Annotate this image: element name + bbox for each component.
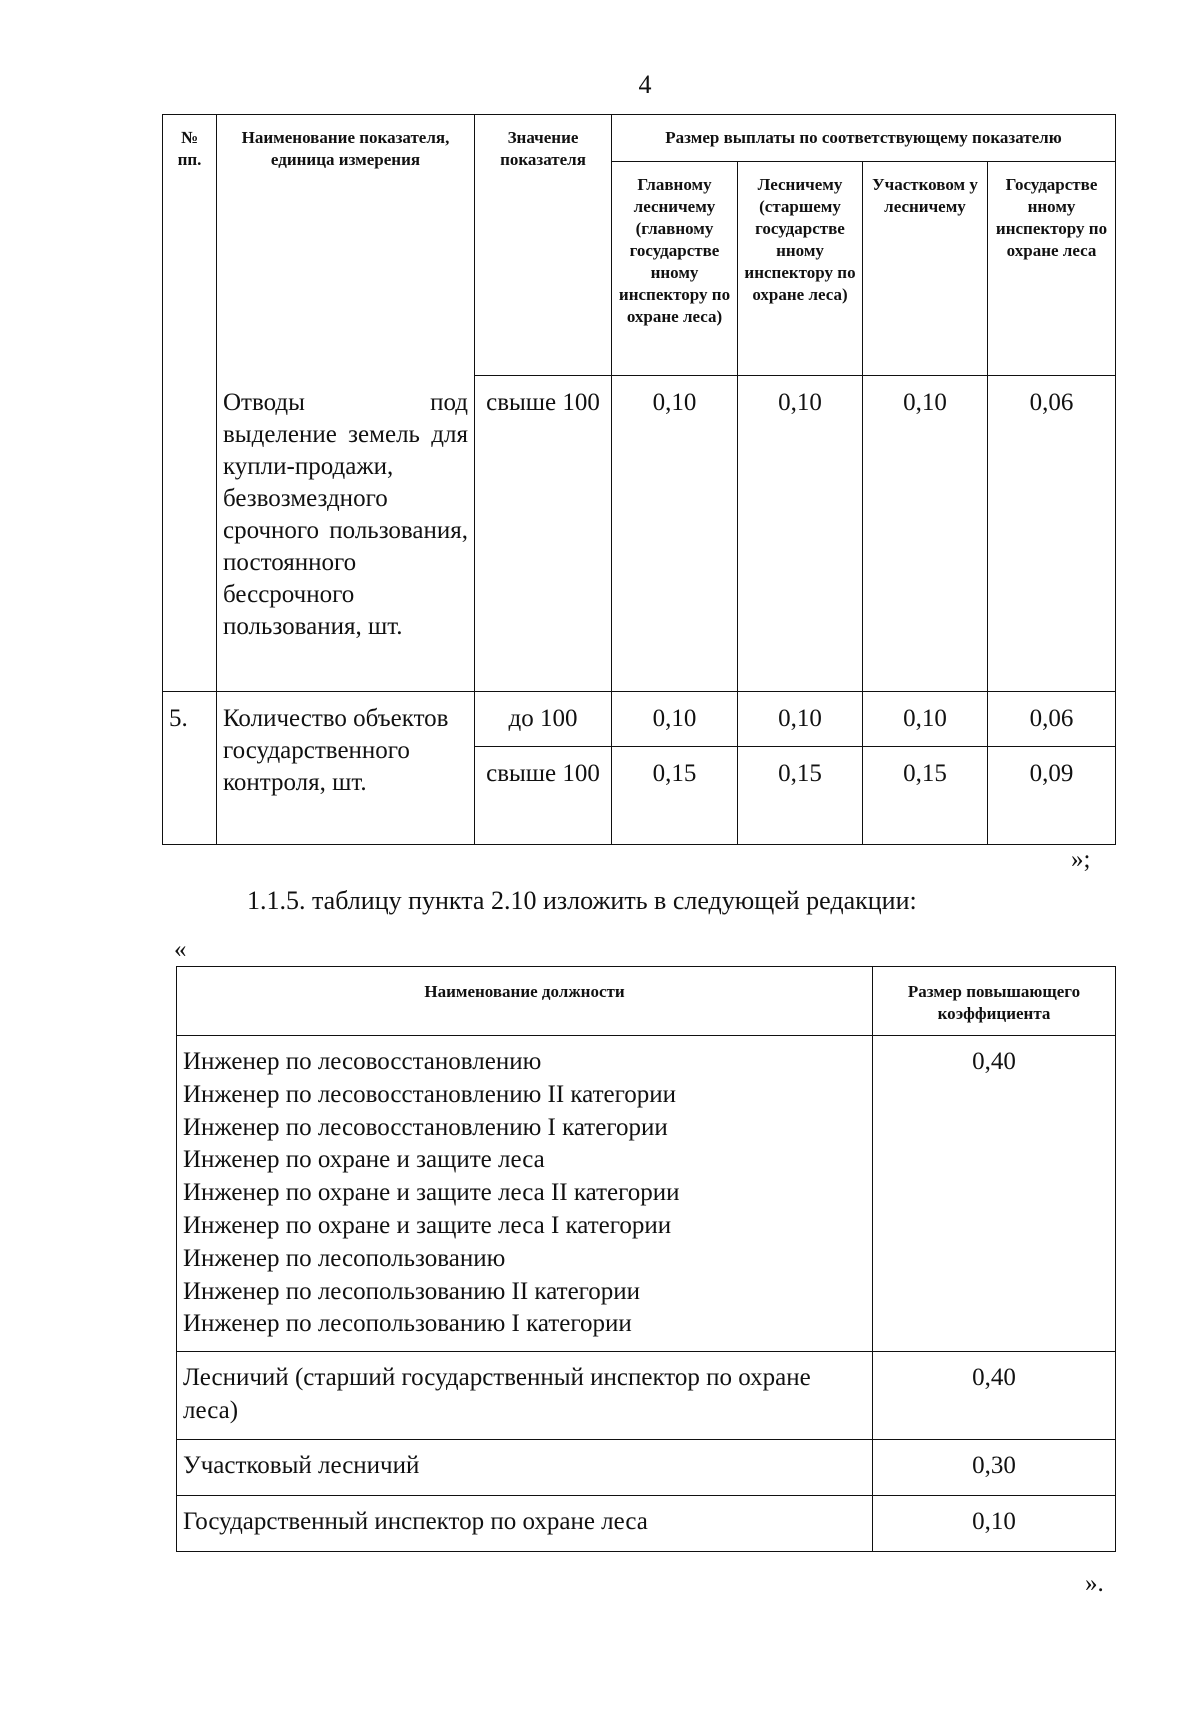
- position-item: Инженер по лесовосстановлению: [183, 1048, 542, 1075]
- header-num: № пп.: [163, 115, 217, 376]
- position-item: Инженер по лесопользованию I категории: [183, 1310, 632, 1338]
- header-indicator-value: Значение показателя: [475, 115, 612, 376]
- engineers-cell: [177, 1036, 873, 1352]
- payment-chief-over100: 0,15: [612, 747, 738, 845]
- position-item: Инженер по охране и защите леса II категории: [183, 1179, 680, 1207]
- closing-quote: »;: [1071, 846, 1091, 873]
- payment-inspector-over100: 0,09: [988, 747, 1116, 845]
- amendment-paragraph: 1.1.5. таблицу пункта 2.10 изложить в следующей редакции:: [247, 886, 917, 915]
- payment-table: [162, 114, 1116, 845]
- position-item: Инженер по лесопользованию: [183, 1244, 506, 1272]
- indicator-value-over100: свыше 100: [475, 747, 612, 845]
- position-item: Инженер по охране и защите леса I категории: [183, 1211, 672, 1239]
- position-state-inspector: Государственный инспектор по охране леса: [177, 1496, 873, 1552]
- payment-inspector-upto100: 0,06: [988, 692, 1116, 747]
- position-district-forester: Участковый лесничий: [177, 1440, 873, 1496]
- indicator-value-otvody: свыше 100: [475, 376, 612, 692]
- header-position: Наименование должности: [177, 967, 873, 1036]
- indicator-name-control: Количество объектов государственного контроля, шт.: [217, 692, 475, 845]
- row-number: 5.: [163, 692, 217, 845]
- position-item: Инженер по лесовосстановлению I категории: [183, 1113, 668, 1141]
- position-item: Инженер по лесопользованию II категории: [183, 1277, 641, 1305]
- opening-quote: «: [174, 936, 187, 963]
- payment-chief-otvody: 0,10: [612, 376, 738, 692]
- closing-quote-final: ».: [1085, 1570, 1104, 1597]
- header-forester: Лесничему (старшему государстве нному инспектору по охране леса): [738, 162, 863, 376]
- payment-forester-otvody: 0,10: [738, 376, 863, 692]
- payment-chief-upto100: 0,10: [612, 692, 738, 747]
- header-indicator-name: Наименование показателя, единица измерения: [217, 115, 475, 376]
- payment-district-upto100: 0,10: [863, 692, 988, 747]
- coefficient-state-inspector: 0,10: [873, 1496, 1116, 1552]
- cell-num-empty: [163, 376, 217, 692]
- header-coefficient: Размер повышающего коэффициента: [873, 967, 1116, 1036]
- header-chief-forester: Главному лесничему (главному государстве нному инспектору по охране леса): [612, 162, 738, 376]
- header-state-inspector: Государстве нному инспектору по охране леса: [988, 162, 1116, 376]
- indicator-value-upto100: до 100: [475, 692, 612, 747]
- payment-forester-upto100: 0,10: [738, 692, 863, 747]
- indicator-name-otvody: Отводы под выделение земель для купли-продажи, безвозмездного срочного пользования, постоянного бессрочного пользования, шт.: [217, 376, 475, 692]
- position-item: Инженер по лесовосстановлению II категории: [183, 1080, 677, 1108]
- payment-district-over100: 0,15: [863, 747, 988, 845]
- coefficient-forester: 0,40: [873, 1352, 1116, 1440]
- page-number: 4: [638, 70, 652, 99]
- coefficient-table: [176, 966, 1116, 1552]
- header-payment: Размер выплаты по соответствующему показателю: [612, 115, 1116, 162]
- coefficient-engineers: 0,40: [873, 1036, 1116, 1352]
- header-district-forester: Участковом у лесничему: [863, 162, 988, 376]
- payment-forester-over100: 0,15: [738, 747, 863, 845]
- payment-district-otvody: 0,10: [863, 376, 988, 692]
- position-item: Инженер по охране и защите леса: [183, 1146, 545, 1174]
- payment-inspector-otvody: 0,06: [988, 376, 1116, 692]
- coefficient-district-forester: 0,30: [873, 1440, 1116, 1496]
- position-forester: Лесничий (старший государственный инспектор по охране леса): [177, 1352, 873, 1440]
